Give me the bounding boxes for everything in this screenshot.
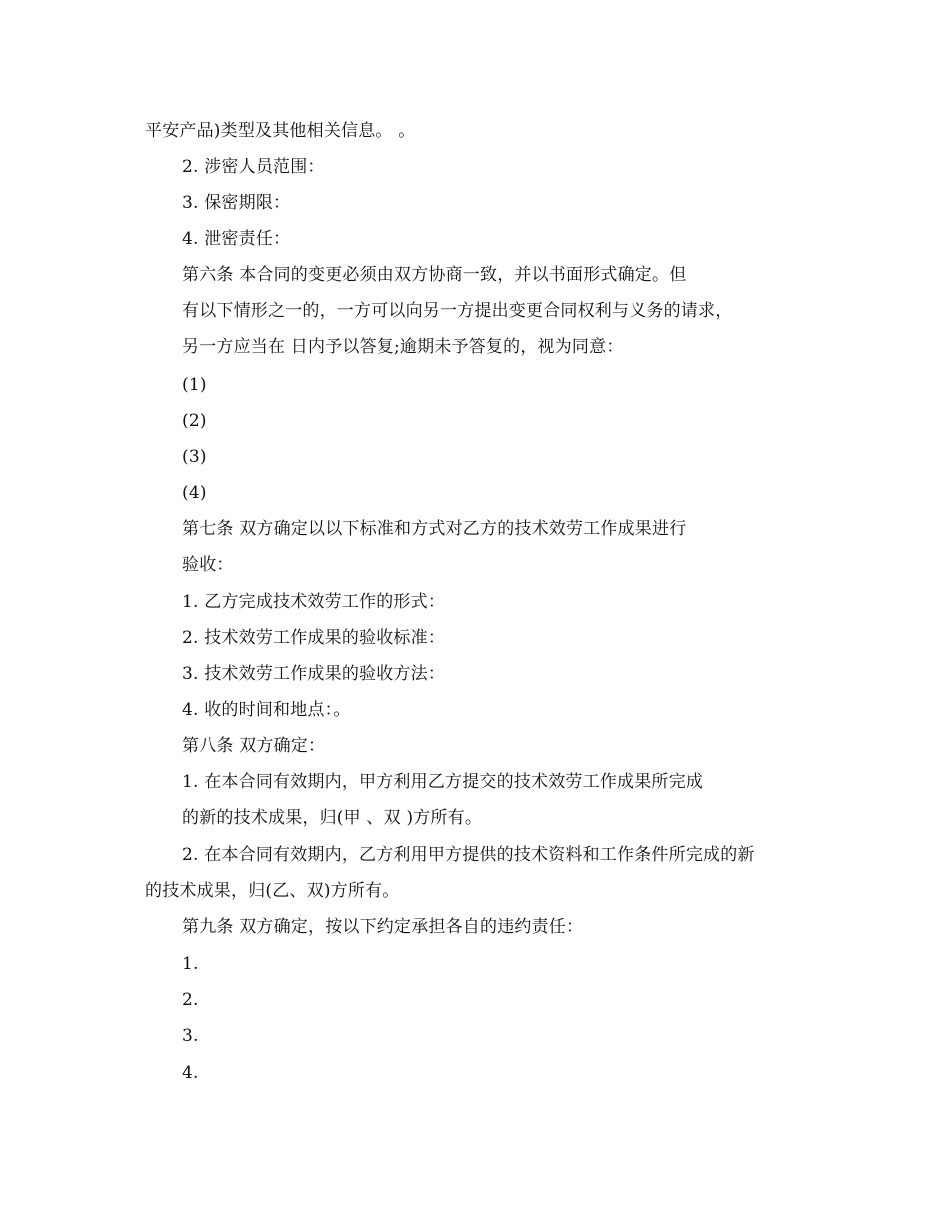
text-line-item-3: (3) (182, 447, 207, 467)
text-line-article-7-heading: 第七条 双方确定以以下标准和方式对乙方的技术效劳工作成果进行 (182, 519, 687, 539)
text-line-leak-liability: 4. 泄密责任： (182, 229, 291, 249)
text-line-product-type: 平安产品)类型及其他相关信息。 。 (145, 121, 416, 141)
text-line-article-8-heading: 第八条 双方确定： (182, 736, 326, 756)
text-line-article-8-clause-1: 1. 在本合同有效期内，甲方利用乙方提交的技术效劳工作成果所完成 (182, 772, 704, 792)
text-line-article-7-standard: 2. 技术效劳工作成果的验收标准： (182, 628, 446, 648)
text-line-article-7-time-place: 4. 收的时间和地点：。 (182, 700, 351, 720)
text-line-article-8-clause-2-cont: 的技术成果，归(乙、双)方所有。 (145, 881, 400, 901)
text-line-item-4: (4) (182, 483, 207, 503)
text-line-article-7-method: 3. 技术效劳工作成果的验收方法： (182, 664, 446, 684)
text-line-article-6-reply: 另一方应当在 日内予以答复;逾期未予答复的，视为同意： (182, 337, 624, 357)
text-line-article-7-form: 1. 乙方完成技术效劳工作的形式： (182, 592, 446, 612)
text-line-article-9-item-3: 3. (182, 1026, 199, 1046)
text-line-article-9-item-1: 1. (182, 954, 199, 974)
text-line-article-9-heading: 第九条 双方确定，按以下约定承担各自的违约责任： (182, 917, 584, 937)
text-line-confidential-personnel: 2. 涉密人员范围： (182, 157, 325, 177)
text-line-item-2: (2) (182, 411, 207, 431)
text-line-article-9-item-4: 4. (182, 1063, 199, 1083)
text-line-article-8-clause-2: 2. 在本合同有效期内，乙方利用甲方提供的技术资料和工作条件所完成的新 (182, 845, 755, 865)
text-line-article-8-clause-1-cont: 的新的技术成果，归(甲 、双 )方所有。 (182, 808, 483, 828)
text-line-item-1: (1) (182, 375, 207, 395)
text-line-article-9-item-2: 2. (182, 990, 199, 1010)
text-line-confidential-term: 3. 保密期限： (182, 193, 291, 213)
text-line-article-6-body: 有以下情形之一的，一方可以向另一方提出变更合同权利与义务的请求， (182, 301, 733, 321)
text-line-article-7-acceptance: 验收： (182, 555, 234, 575)
text-line-article-6-heading: 第六条 本合同的变更必须由双方协商一致，并以书面形式确定。但 (182, 265, 687, 285)
